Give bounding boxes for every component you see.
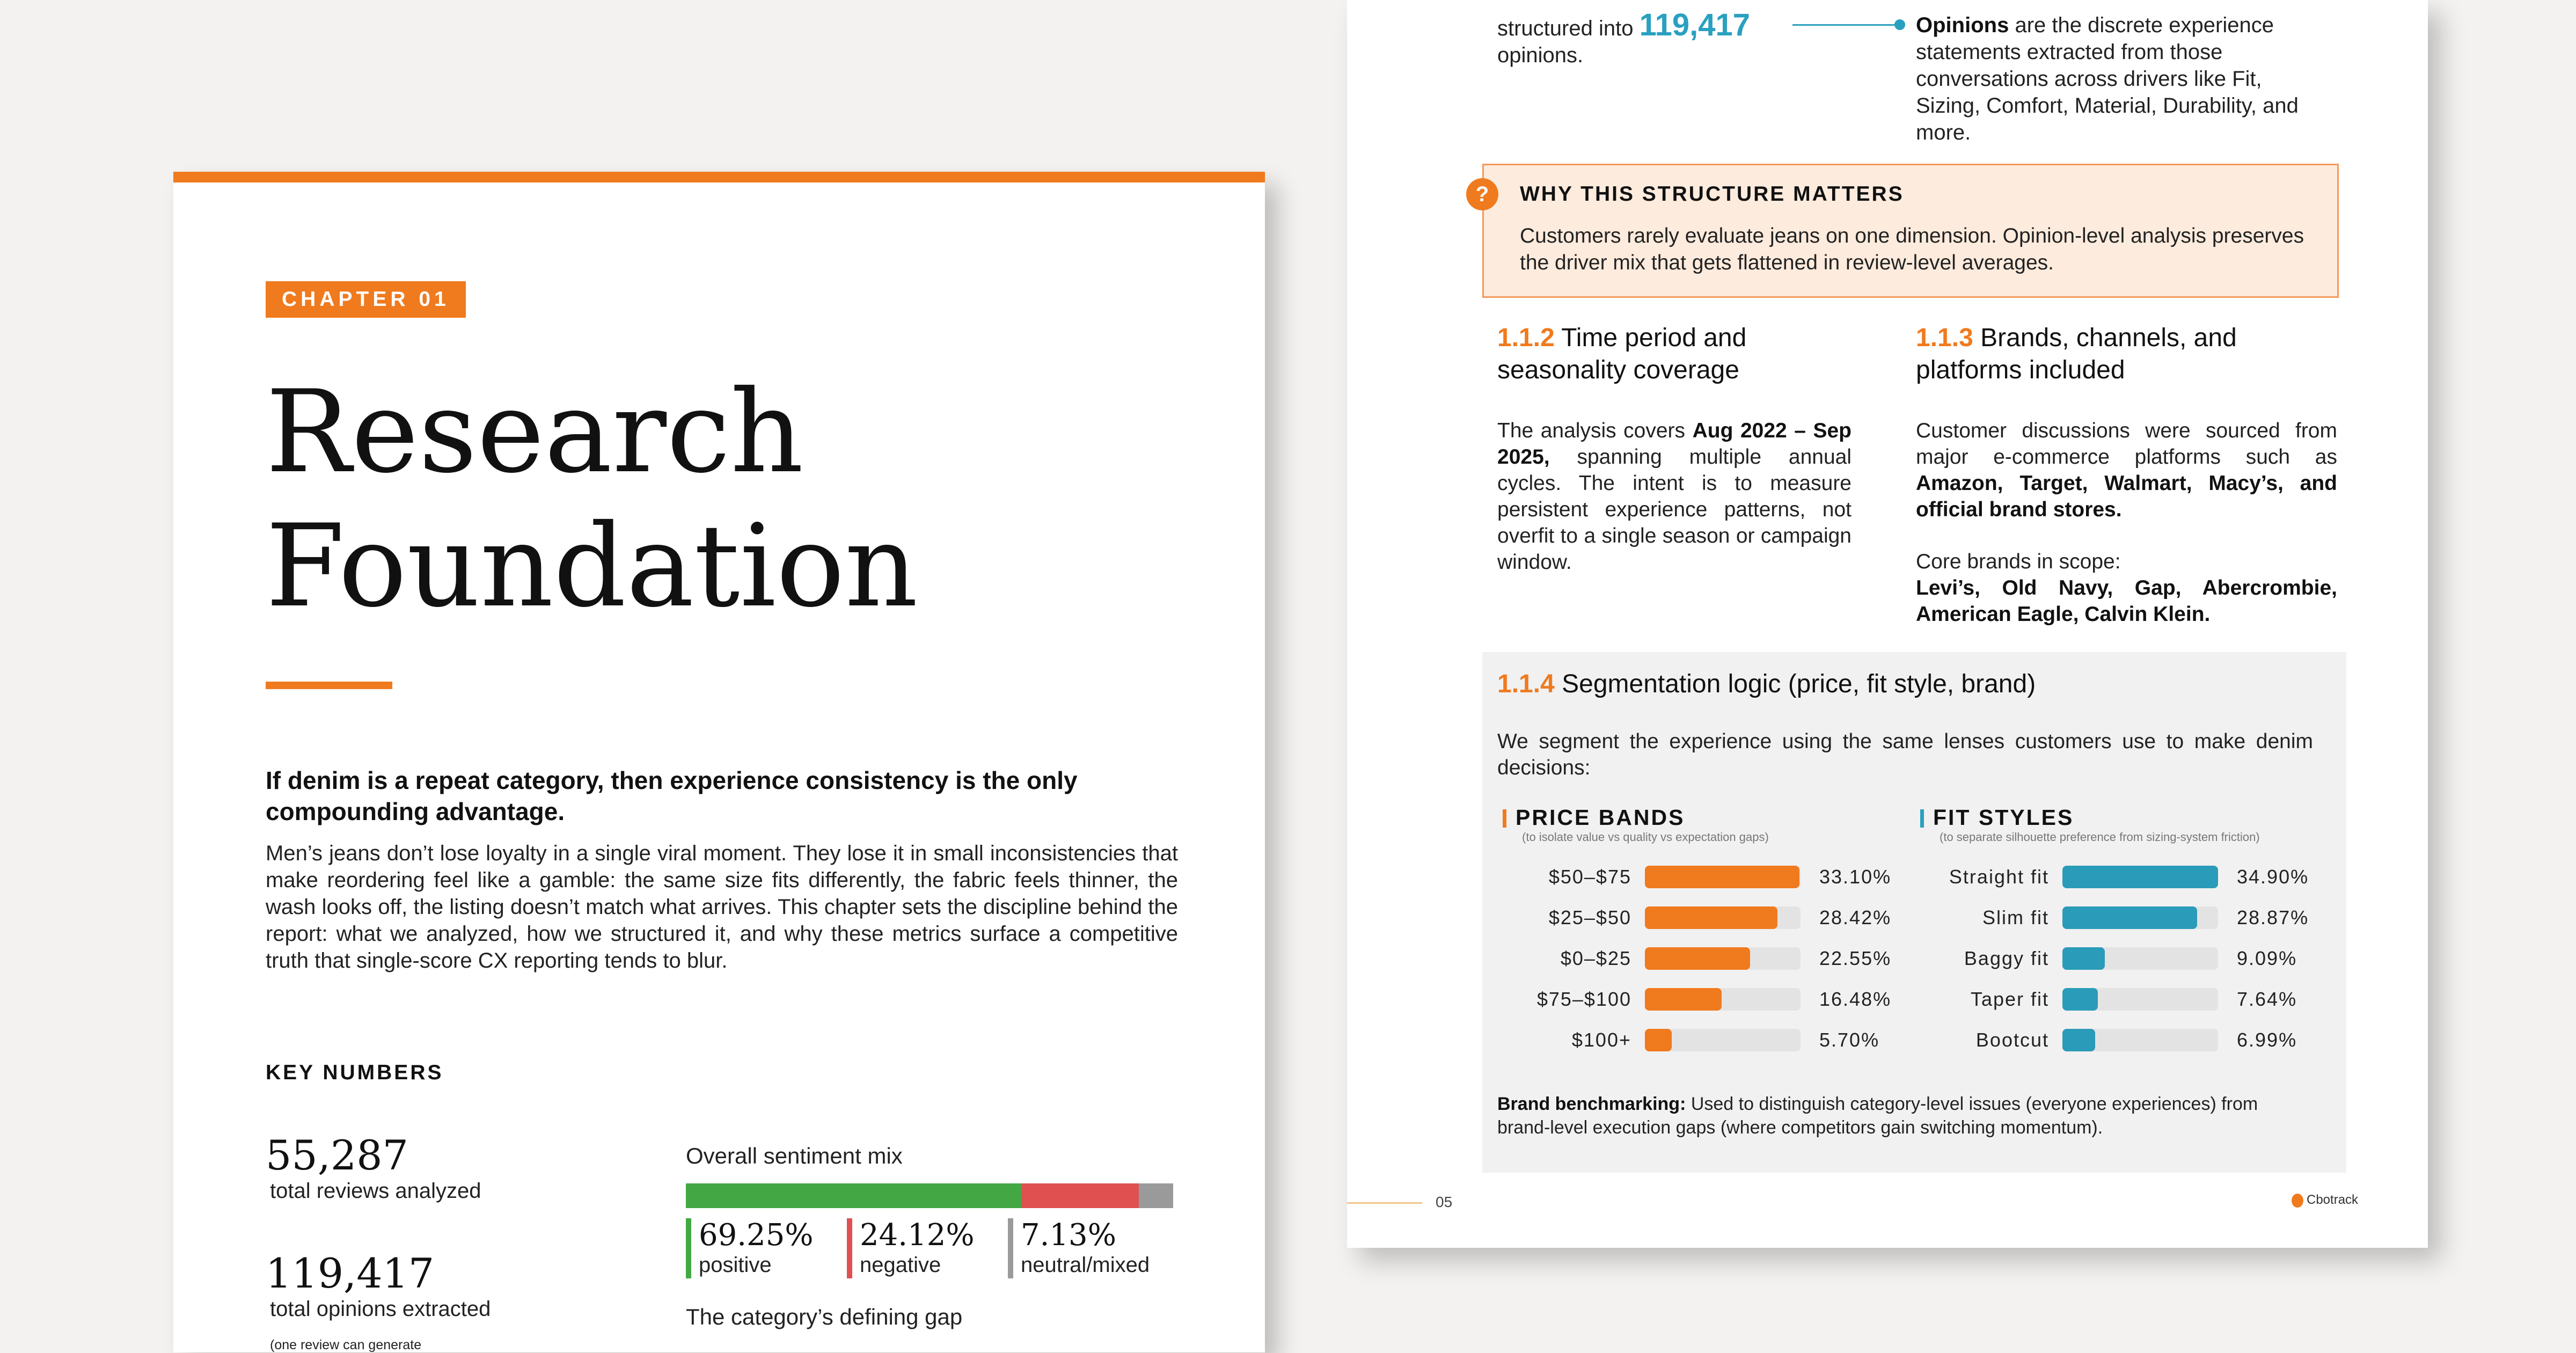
bar-value-label: 5.70% (1819, 1029, 1880, 1051)
question-icon: ? (1466, 178, 1498, 210)
date-range: Aug 2022 – Sep 2025, (1497, 419, 1851, 469)
section-title: Segmentation logic (price, fit style, brand) (1554, 670, 2036, 698)
bar (1645, 1029, 1672, 1051)
bar-value-label: 22.55% (1819, 947, 1892, 969)
bar-track (2062, 906, 2218, 929)
bar-track (1645, 988, 1801, 1011)
stat-opinions (266, 1250, 491, 1353)
bar-track (2062, 1029, 2218, 1051)
structured-prefix: structured into (1497, 17, 1640, 40)
bar-category-label: Straight fit (1949, 866, 2049, 888)
bar-value-label: 7.64% (2237, 988, 2297, 1010)
sentiment-label: positive (699, 1253, 772, 1277)
sentiment-segment (1139, 1183, 1173, 1208)
sentiment-neutral (1008, 1218, 1150, 1278)
defining-gap-title: The category’s defining gap (686, 1304, 963, 1329)
sentiment-positive (686, 1218, 814, 1278)
logo-mark-icon (2292, 1194, 2303, 1208)
sentiment-pct: 7.13% (1021, 1218, 1116, 1253)
footer-rule (1347, 1202, 1422, 1204)
left-page (173, 172, 1265, 1352)
bar-category-label: $25–$50 (1548, 906, 1631, 928)
bar-track (1645, 866, 1801, 888)
bar-value-label: 28.42% (1819, 906, 1892, 928)
bar-row (1503, 905, 1900, 931)
core-brands (1916, 548, 2337, 627)
bar-value-label: 16.48% (1819, 988, 1892, 1010)
bar-category-label: $0–$25 (1560, 947, 1631, 969)
sentiment-mix-title: Overall sentiment mix (686, 1143, 903, 1168)
sentiment-label: negative (860, 1253, 941, 1277)
sentiment-pct: 69.25% (699, 1218, 814, 1253)
bar-category-label: $100+ (1571, 1029, 1631, 1051)
callout-body: Customers rarely evaluate jeans on one dimension. Opinion-level analysis preserves the driver mix that gets flattened in review-level averages. (1520, 224, 2304, 274)
logo-text: Cbotrack (2307, 1193, 2359, 1207)
sentiment-legend (686, 1218, 1180, 1283)
bar-track (2062, 988, 2218, 1011)
bar-category-label: Baggy fit (1964, 947, 2049, 969)
bar-row (1920, 1027, 2317, 1053)
bar-track (1645, 906, 1801, 929)
bar-row (1503, 864, 1900, 890)
stat-value: 55,287 (266, 1131, 408, 1179)
chapter-tag: CHAPTER 01 (266, 281, 466, 318)
bar-category-label: $75–$100 (1536, 988, 1631, 1010)
stat-value: 119,417 (266, 1249, 435, 1297)
bar (1645, 988, 1722, 1011)
bar-row (1920, 986, 2317, 1012)
bar-value-label: 34.90% (2237, 866, 2309, 888)
bar-row (1503, 946, 1900, 971)
title-line-2: Foundation (266, 500, 918, 632)
bar-value-label: 33.10% (1819, 866, 1892, 888)
bar-category-label: Taper fit (1970, 988, 2049, 1010)
sentiment-pct: 24.12% (860, 1218, 975, 1253)
section-number: 1.1.4 (1497, 670, 1555, 698)
bar (2062, 906, 2197, 929)
stat-note: (one review can generate (270, 1337, 422, 1352)
bar-category-label: $50–$75 (1548, 866, 1631, 888)
section-number: 1.1.2 (1497, 324, 1555, 352)
sentiment-segment (1022, 1183, 1139, 1208)
section-1-1-3-body (1916, 418, 2337, 523)
platform-list: Amazon, Target, Walmart, Macy’s, and official brand stores. (1916, 472, 2337, 521)
brand-logo (2292, 1193, 2358, 1208)
bar-category-label: Bootcut (1975, 1029, 2049, 1051)
bar (2062, 866, 2218, 888)
bar (2062, 947, 2105, 970)
sentiment-stacked-bar (686, 1183, 1173, 1208)
section-1-1-4-heading (1497, 668, 2036, 700)
stat-reviews (266, 1132, 481, 1203)
structured-into-text (1497, 8, 1751, 69)
stat-label: total opinions extracted (270, 1297, 491, 1321)
section-number: 1.1.3 (1916, 324, 1973, 352)
bar (1645, 947, 1750, 970)
lead-statement: If denim is a repeat category, then experience consistency is the only compounding advantage. (266, 766, 1078, 825)
section-1-1-2-body (1497, 418, 1851, 575)
bar-row (1503, 986, 1900, 1012)
connector-dot (1894, 19, 1905, 30)
brand-note-term: Brand benchmarking: (1497, 1094, 1686, 1114)
title-underline (266, 682, 392, 689)
section-1-1-3-heading (1916, 322, 2302, 386)
bar-row (1920, 946, 2317, 971)
opinions-term: Opinions (1916, 13, 2009, 37)
text-run: spanning multiple annual cycles. The intent is to measure persistent experience patterns, not overfit to a single season or campaign window. (1497, 445, 1851, 574)
page-number: 05 (1436, 1194, 1453, 1210)
bar-track (2062, 866, 2218, 888)
opinions-definition (1916, 12, 2308, 146)
structured-suffix: opinions. (1497, 43, 1584, 67)
bar-track (2062, 947, 2218, 970)
price-bands-chart (1503, 805, 1900, 1073)
bar-row (1920, 864, 2317, 890)
stat-label: total reviews analyzed (270, 1179, 481, 1203)
bar (2062, 1029, 2095, 1051)
core-brands-label: Core brands in scope: (1916, 550, 2121, 573)
fit-styles-title: FIT STYLES (1920, 805, 2317, 830)
bar-row (1503, 1027, 1900, 1053)
bar-value-label: 6.99% (2237, 1029, 2297, 1051)
opinions-text: are the discrete experience statements extracted from those conversations across drivers like Fit, Sizing, Comfort, Material, Durability, and more. (1916, 13, 2299, 144)
bar (1645, 906, 1777, 929)
brand-benchmarking-note (1497, 1092, 2313, 1139)
section-1-1-2-heading (1497, 322, 1862, 386)
text-run: The analysis covers (1497, 419, 1693, 442)
callout-heading: WHY THIS STRUCTURE MATTERS (1520, 182, 1904, 206)
fit-styles-chart (1920, 805, 2317, 1073)
bar-value-label: 28.87% (2237, 906, 2309, 928)
section-title: Brands, channels, and platforms included (1916, 324, 2237, 384)
fit-styles-subtitle: (to separate silhouette preference from sizing-system friction) (1940, 830, 2260, 844)
sentiment-label: neutral/mixed (1021, 1253, 1150, 1277)
bar-track (1645, 947, 1801, 970)
price-bands-title: PRICE BANDS (1503, 805, 1900, 830)
bar (1645, 866, 1799, 888)
bar-row (1920, 905, 2317, 931)
bar-category-label: Slim fit (1982, 906, 2049, 928)
price-bands-subtitle: (to isolate value vs quality vs expectation gaps) (1522, 830, 1769, 844)
right-page (1347, 0, 2428, 1248)
intro-paragraph: Men’s jeans don’t lose loyalty in a single viral moment. They lose it in small inconsistencies that make reordering feel like a gamble: the same size fits differently, the fabric feels thinner, the wash looks off, the listing doesn’t match what arrives. This chapter sets the discipline behind the report: what we analyzed, how we structured it, and why these metrics surface a competitive truth that single-score CX reporting tends to blur. (266, 842, 1178, 972)
sentiment-negative (847, 1218, 975, 1278)
core-brands-list: Levi’s, Old Navy, Gap, Abercrombie, American Eagle, Calvin Klein. (1916, 576, 2337, 626)
section-title: Time period and seasonality coverage (1497, 324, 1747, 384)
bar-value-label: 9.09% (2237, 947, 2297, 969)
page-title (266, 365, 1017, 633)
sentiment-segment (686, 1183, 1022, 1208)
key-numbers-heading: KEY NUMBERS (266, 1061, 444, 1084)
connector-line (1792, 24, 1900, 26)
opinions-count: 119,417 (1639, 8, 1751, 42)
section-1-1-4-intro: We segment the experience using the same lenses customers use to make denim decisions: (1497, 730, 2313, 779)
bar (2062, 988, 2098, 1011)
title-line-1: Research (266, 365, 804, 498)
text-run: Customer discussions were sourced from major e-commerce platforms such as (1916, 419, 2337, 469)
brand-note-text: Used to distinguish category-level issues (everyone experiences) from brand-level execution gaps (where competitors gain switching momentum). (1497, 1094, 2258, 1138)
bar-track (1645, 1029, 1801, 1051)
